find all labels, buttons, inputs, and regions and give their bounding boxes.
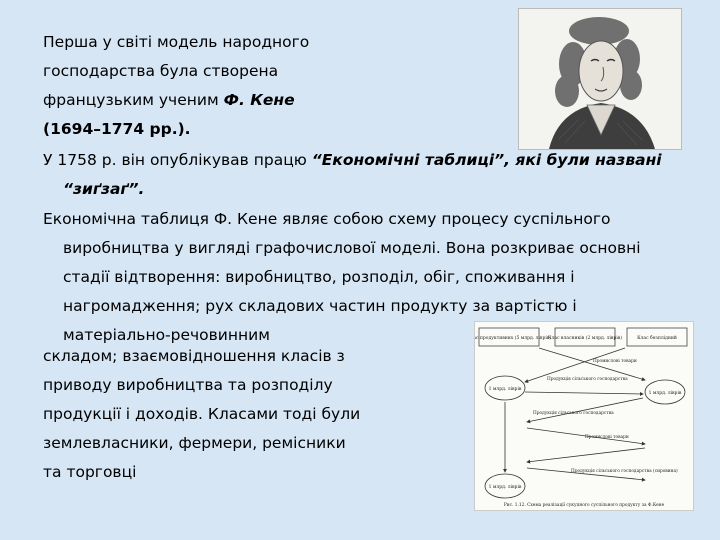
tableau-economique-scheme [474, 321, 694, 511]
tail-line-2: приводу виробництва та розподілу [43, 376, 333, 394]
scheme-left-oval-2: 1 млрд. ліврів [488, 485, 522, 490]
scheme-box-2: Промислові товари [593, 359, 637, 364]
intro-line-3 [43, 86, 295, 115]
tail-line-3: продукції і доходів. Класами тоді були [43, 405, 361, 423]
scheme-caption: Рис. 1.12. Схема реалізації сукупного суспільного продукту за Ф.Кене [503, 503, 665, 508]
publication-paragraph [43, 146, 673, 204]
author-years: (1694–1774 рр.). [43, 120, 191, 138]
portrait-drawing [519, 9, 681, 149]
tail-line-5: та торговці [43, 463, 137, 481]
scheme-box-1: Продукція сільського господарства [547, 377, 628, 382]
author-name: Ф. Кене [223, 91, 295, 109]
description-paragraph: Економічна таблиця Ф. Кене являє собою схему процесу суспільного виробництва у вигляді графочислової моделі. Вона розкриває основні стадії відтворення: виробництво, розподіл, обіг, споживання і нагромадження; рух складових частин продукту за вартістю і матеріально-речовинним [43, 210, 641, 344]
scheme-drawing [475, 322, 693, 510]
publication-text: У 1758 р. він опублікував працю [43, 151, 312, 169]
scheme-box-3: Продукція сільського господарства [533, 411, 614, 416]
tail-line-1: складом; взаємовідношення класів з [43, 347, 345, 365]
intro-line-1: Перша у світі модель народного [43, 33, 310, 51]
intro-line-3-text: французьким ученим [43, 91, 224, 109]
scheme-right-oval: 1 млрд. ліврів [648, 391, 682, 396]
scheme-header-left: Клас продуктивних (5 млрд. ліврів) [475, 336, 552, 341]
intro-line-2: господарства була створена [43, 62, 279, 80]
scheme-header-right: Клас безплідний [637, 336, 677, 341]
publication-title: “Економічні таблиці”, які були названі “зиґзаґ”. [63, 151, 662, 198]
quesnay-portrait [518, 8, 682, 150]
scheme-left-oval: 1 млрд. ліврів [488, 387, 522, 392]
scheme-box-5: Продукція сільського господарства (сировина) [571, 469, 678, 474]
author-years-line [43, 115, 191, 144]
scheme-header-mid: Клас власників (2 млрд. ліврів) [547, 336, 623, 341]
tail-line-4: землевласники, фермери, ремісники [43, 434, 346, 452]
scheme-box-4: Промислові товари [585, 435, 629, 440]
